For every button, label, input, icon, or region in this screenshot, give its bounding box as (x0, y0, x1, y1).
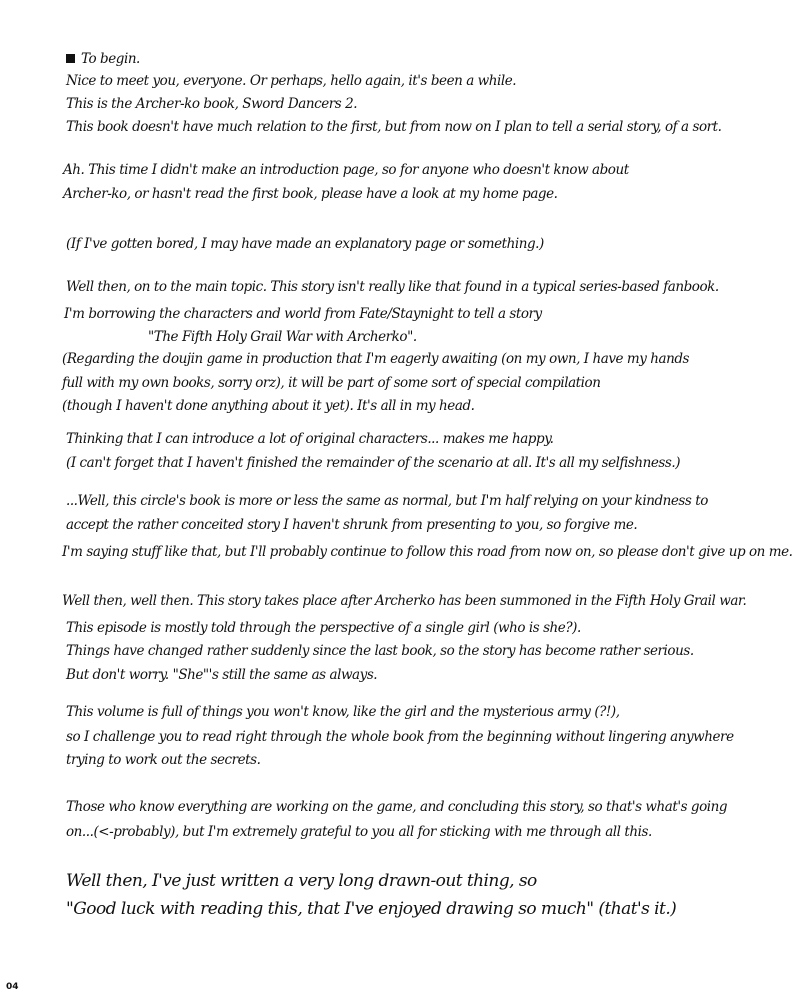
text-line: Nice to meet you, everyone. Or perhaps, hello again, it's been a while. (66, 73, 517, 89)
text-line: Those who know everything are working on the game, and concluding this story, so that's what's going (66, 799, 728, 815)
text-line: "The Fifth Holy Grail War with Archerko". (148, 329, 417, 345)
text-line: Well then, well then. This story takes place after Archerko has been summoned in the Fifth Holy Grail war. (62, 593, 747, 609)
text-line: Archer-ko, or hasn't read the first book, please have a look at my home page. (63, 186, 558, 202)
text-line: Ah. This time I didn't make an introduction page, so for anyone who doesn't know about (63, 162, 629, 178)
text-line: trying to work out the secrets. (66, 752, 261, 768)
text-line: Thinking that I can introduce a lot of original characters... makes me happy. (66, 431, 554, 447)
text-line: on...(<-probably), but I'm extremely grateful to you all for sticking with me through all this. (66, 824, 652, 840)
text-line: (If I've gotten bored, I may have made an explanatory page or something.) (66, 236, 544, 252)
heading (66, 50, 140, 68)
page-number: 04 (6, 982, 19, 992)
text-line: (I can't forget that I haven't finished the remainder of the scenario at all. It's all my selfishness.) (66, 455, 681, 471)
text-line: I'm borrowing the characters and world from Fate/Staynight to tell a story (64, 306, 542, 322)
text-line: Things have changed rather suddenly since the last book, so the story has become rather serious. (66, 643, 694, 659)
text-line: ...Well, this circle's book is more or less the same as normal, but I'm half relying on your kindness to (66, 493, 708, 509)
text-line: This is the Archer-ko book, Sword Dancers 2. (66, 96, 358, 112)
bullet-square-icon (66, 54, 75, 63)
text-line: full with my own books, sorry orz), it will be part of some sort of special compilation (62, 375, 601, 391)
text-line: (Regarding the doujin game in production that I'm eagerly awaiting (on my own, I have my hands (62, 351, 690, 367)
heading-text: To begin. (81, 51, 140, 67)
text-line: But don't worry. "She"'s still the same as always. (66, 667, 378, 683)
text-line: This book doesn't have much relation to the first, but from now on I plan to tell a serial story, of a sort. (66, 119, 722, 135)
closing-line: Well then, I've just written a very long drawn-out thing, so (66, 871, 537, 891)
text-line: I'm saying stuff like that, but I'll probably continue to follow this road from now on, so please don't give up on me. (62, 544, 792, 560)
text-line: This episode is mostly told through the perspective of a single girl (who is she?). (66, 620, 581, 636)
text-line: Well then, on to the main topic. This story isn't really like that found in a typical series-based fanbook. (66, 279, 719, 295)
text-line: accept the rather conceited story I haven't shrunk from presenting to you, so forgive me. (66, 517, 638, 533)
text-line: (though I haven't done anything about it yet). It's all in my head. (62, 398, 475, 414)
text-line: so I challenge you to read right through the whole book from the beginning without lingering anywhere (66, 729, 734, 745)
text-line: This volume is full of things you won't know, like the girl and the mysterious army (?!), (66, 704, 620, 720)
closing-line: "Good luck with reading this, that I've enjoyed drawing so much" (that's it.) (66, 899, 677, 919)
